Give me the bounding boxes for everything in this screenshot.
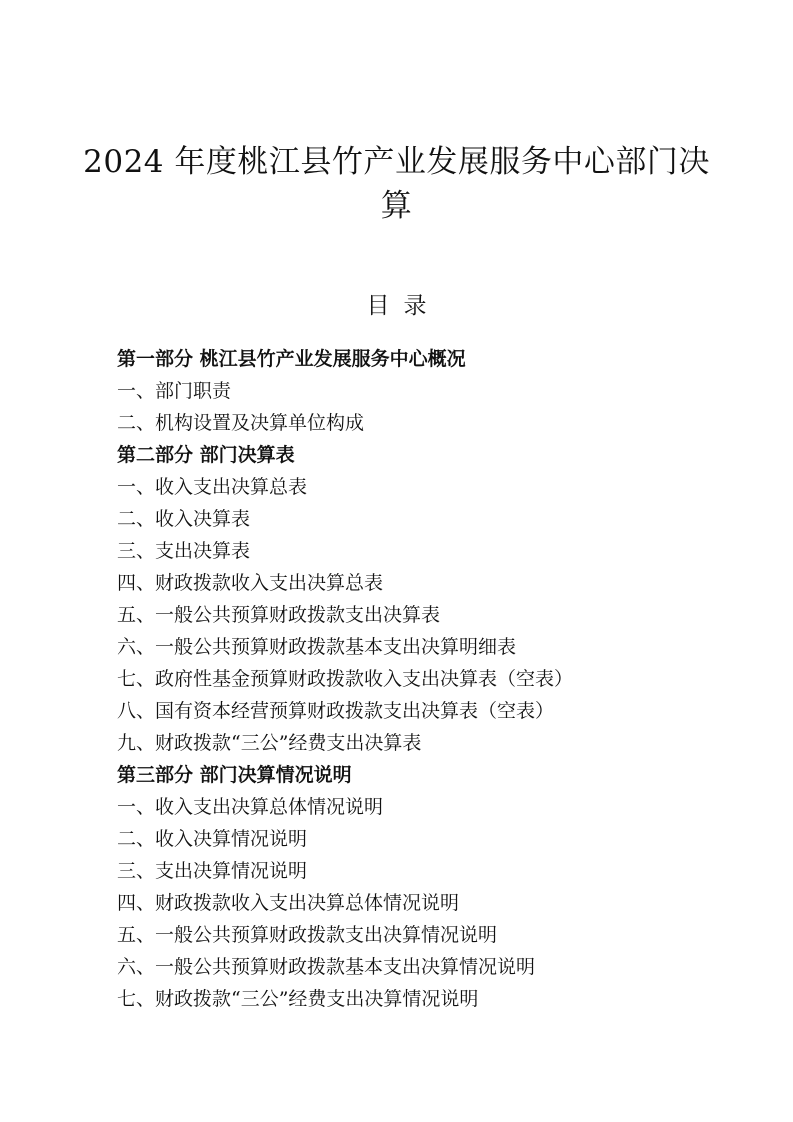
- toc-item[interactable]: 一、部门职责: [117, 380, 232, 402]
- toc-item[interactable]: 六、一般公共预算财政拨款基本支出决算明细表: [117, 636, 517, 658]
- document-title-line2: 算: [380, 188, 413, 224]
- toc-part-heading[interactable]: 第二部分 部门决算表: [117, 444, 295, 466]
- toc-part-heading[interactable]: 第一部分 桃江县竹产业发展服务中心概况: [117, 348, 466, 370]
- toc-item[interactable]: 二、收入决算表: [117, 508, 251, 530]
- document-title-line1: 2024 年度桃江县竹产业发展服务中心部门决: [83, 144, 710, 180]
- toc-item[interactable]: 二、机构设置及决算单位构成: [117, 412, 365, 434]
- toc-item[interactable]: 三、支出决算表: [117, 540, 251, 562]
- toc-item[interactable]: 一、收入支出决算总表: [117, 476, 308, 498]
- toc-heading-char1: 目: [366, 293, 390, 319]
- toc-item[interactable]: 七、政府性基金预算财政拨款收入支出决算表（空表）: [117, 668, 574, 690]
- toc-item[interactable]: 六、一般公共预算财政拨款基本支出决算情况说明: [117, 956, 536, 978]
- table-of-contents: [117, 343, 737, 1015]
- toc-item[interactable]: 一、收入支出决算总体情况说明: [117, 796, 384, 818]
- toc-item[interactable]: 三、支出决算情况说明: [117, 860, 308, 882]
- document-title: [60, 140, 733, 228]
- toc-item[interactable]: 二、收入决算情况说明: [117, 828, 308, 850]
- toc-heading-char2: 录: [403, 293, 427, 319]
- toc-heading: [0, 290, 793, 322]
- toc-item[interactable]: 九、财政拨款“三公”经费支出决算表: [117, 732, 422, 754]
- toc-part-heading[interactable]: 第三部分 部门决算情况说明: [117, 764, 352, 786]
- toc-item[interactable]: 五、一般公共预算财政拨款支出决算情况说明: [117, 924, 498, 946]
- toc-item[interactable]: 四、财政拨款收入支出决算总体情况说明: [117, 892, 460, 914]
- toc-item[interactable]: 七、财政拨款“三公”经费支出决算情况说明: [117, 988, 479, 1010]
- toc-item[interactable]: 八、国有资本经营预算财政拨款支出决算表（空表）: [117, 700, 555, 722]
- toc-item[interactable]: 五、一般公共预算财政拨款支出决算表: [117, 604, 441, 626]
- toc-item[interactable]: 四、财政拨款收入支出决算总表: [117, 572, 384, 594]
